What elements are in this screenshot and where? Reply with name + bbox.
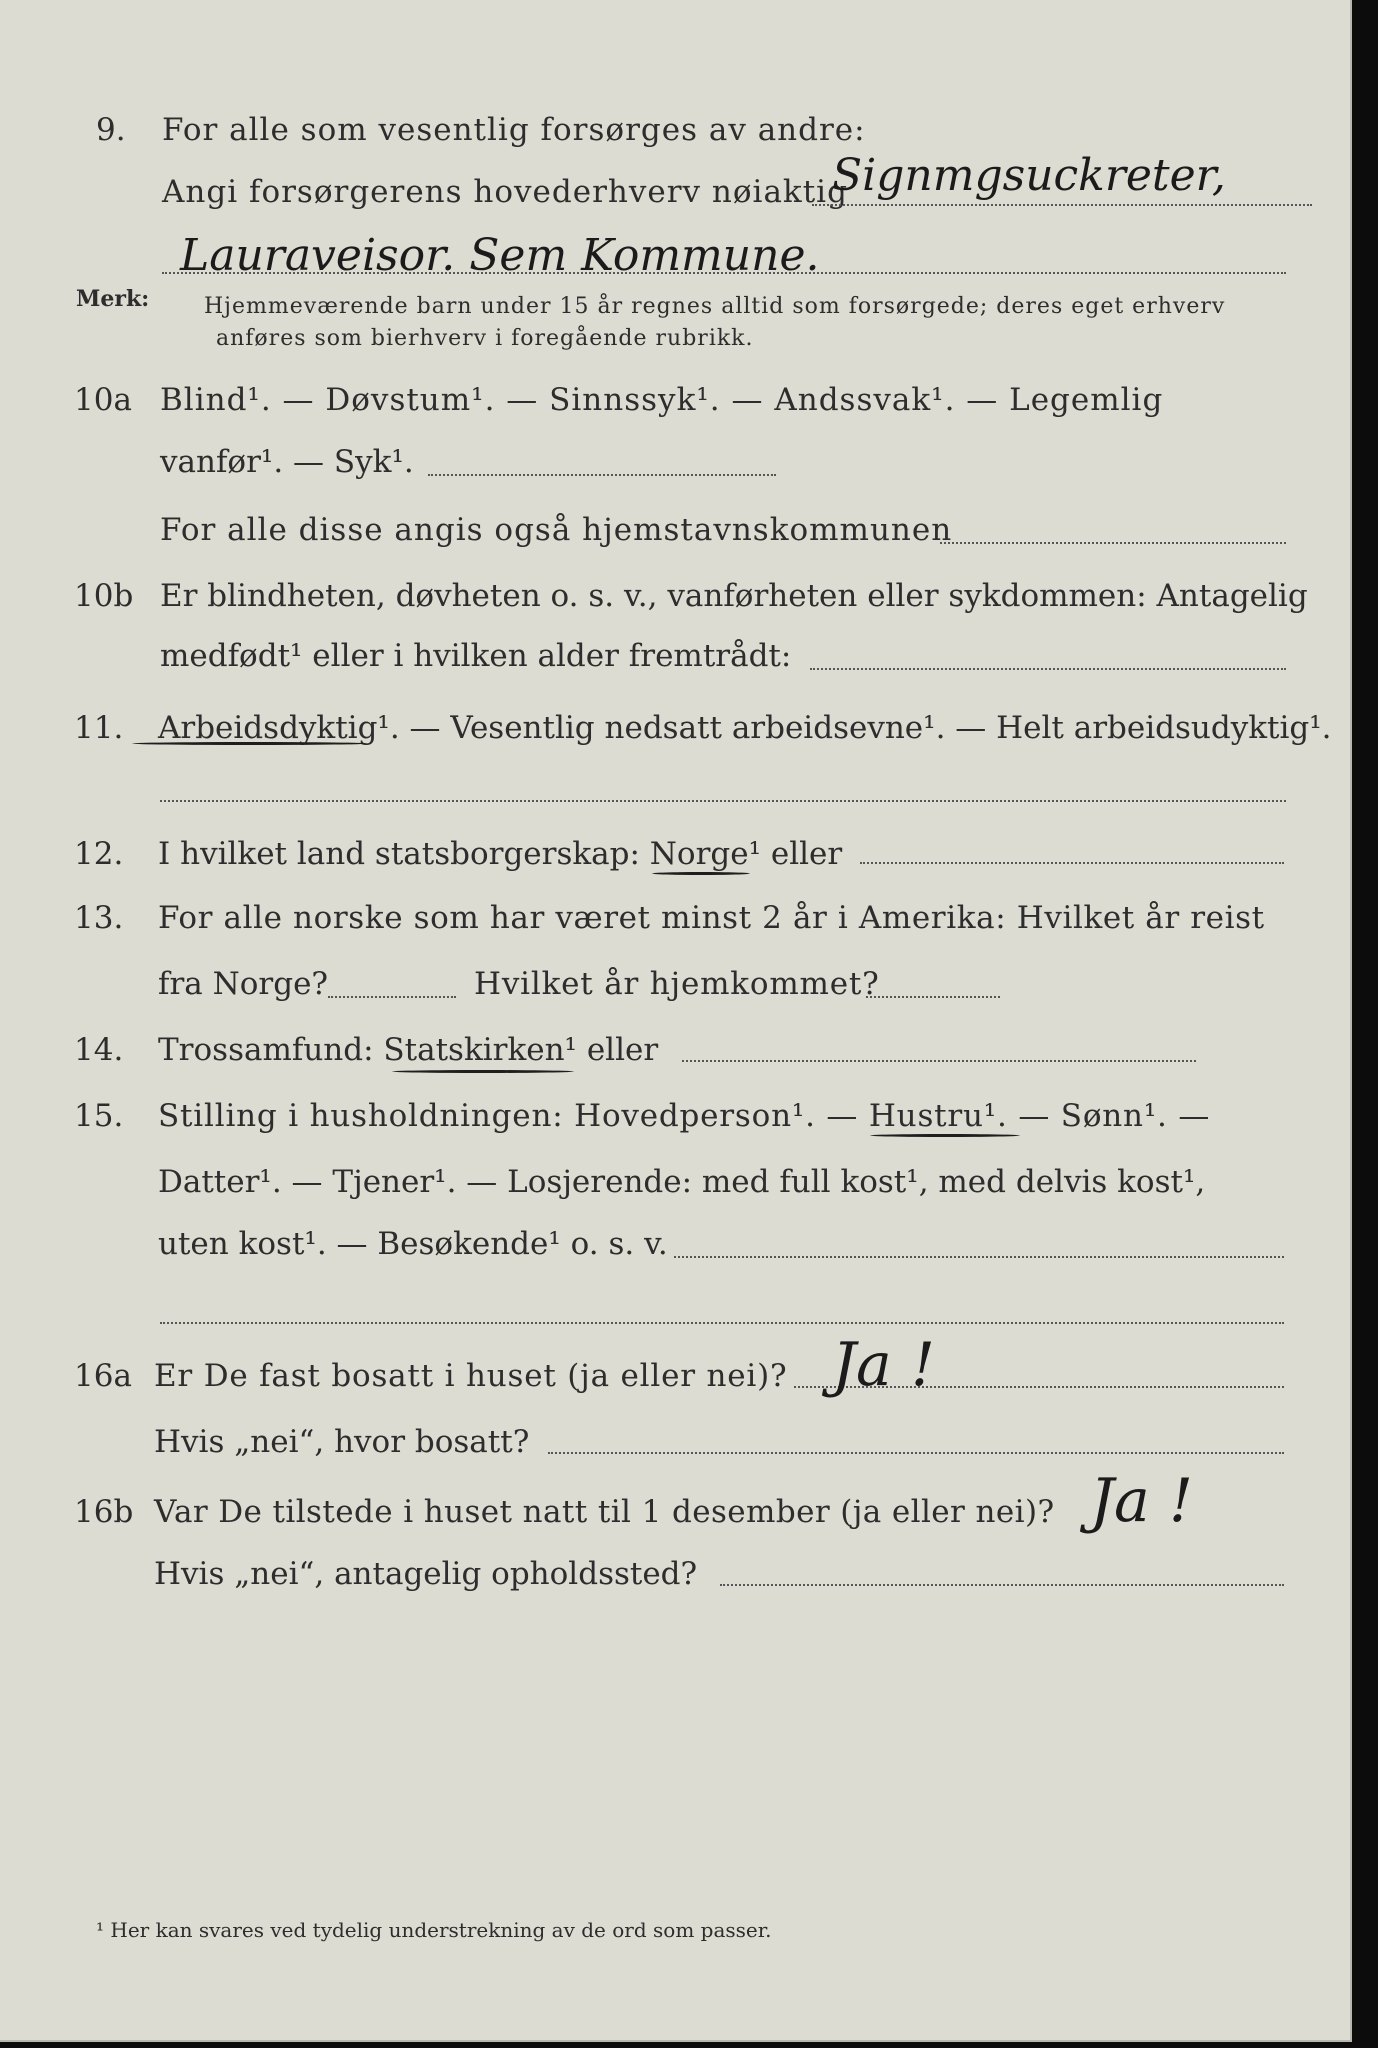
q12-number: 12. [74, 836, 124, 872]
q16a-line1: Er De fast bosatt i huset (ja eller nei)? [154, 1358, 788, 1394]
merk-line2: anføres som bierhverv i foregående rubrikk. [216, 326, 754, 351]
q9-handwritten-continuation: Lauraveisor. Sem Kommune. [180, 230, 820, 281]
q10b-line2: medfødt¹ eller i hvilken alder fremtrådt: [160, 638, 792, 674]
q10a-line1: Blind¹. — Døvstum¹. — Sinnssyk¹. — Andssvak¹. — Legemlig [160, 382, 1164, 418]
q12-handwritten-underline [652, 872, 750, 875]
q9-number: 9. [96, 112, 126, 148]
q16b-opholdssted-line [720, 1584, 1284, 1586]
q11-answer-line [160, 800, 1286, 802]
q13-line1: For alle norske som har været minst 2 år i Amerika: Hvilket år reist [158, 900, 1265, 936]
q12-line1: I hvilket land statsborgerskap: Norge¹ eller [158, 836, 843, 872]
q16b-handwritten-answer: Ja ! [1090, 1466, 1194, 1536]
q15-answer-line [674, 1256, 1284, 1258]
q13-line2b: Hvilket år hjemkommet? [474, 966, 880, 1002]
q15-line2: Datter¹. — Tjener¹. — Losjerende: med full kost¹, med delvis kost¹, [158, 1164, 1206, 1200]
q16a-line2: Hvis „nei“, hvor bosatt? [154, 1424, 530, 1460]
q16b-number: 16b [74, 1494, 134, 1530]
q15-line1: Stilling i husholdningen: Hovedperson¹. — Hustru¹. — Sønn¹. — [158, 1098, 1211, 1134]
q13-hjemkommet-line [866, 996, 1000, 998]
q15-answer-line-2 [160, 1322, 1284, 1324]
q9-answer-line-1 [812, 204, 1312, 206]
q16a-bosatt-line [548, 1452, 1284, 1454]
q10a-hjemstavn-line [940, 542, 1286, 544]
q9-handwritten-occupation: Signmgsuckreter, [832, 150, 1226, 201]
q9-line1: For alle som vesentlig forsørges av andre: [162, 112, 866, 148]
q12-answer-line [860, 862, 1284, 864]
q14-handwritten-underline [392, 1070, 574, 1073]
q14-line1: Trossamfund: Statskirken¹ eller [158, 1032, 659, 1068]
q13-line2a: fra Norge? [158, 966, 329, 1002]
q16b-line1: Var De tilstede i huset natt til 1 desember (ja eller nei)? [154, 1494, 1055, 1530]
q14-number: 14. [74, 1032, 124, 1068]
q16a-handwritten-answer: Ja ! [832, 1330, 936, 1400]
q10a-answer-line [428, 474, 776, 476]
q10a-line2: vanfør¹. — Syk¹. [160, 444, 414, 480]
q13-number: 13. [74, 900, 124, 936]
q9-answer-line-2 [162, 272, 1286, 274]
q15-handwritten-underline [870, 1134, 1020, 1137]
q11-number: 11. [74, 710, 124, 746]
merk-line1: Hjemmeværende barn under 15 år regnes alltid som forsørgede; deres eget erhverv [204, 294, 1226, 319]
q13-reist-line [328, 996, 456, 998]
q14-answer-line [682, 1060, 1196, 1062]
q10b-line1: Er blindheten, døvheten o. s. v., vanførheten eller sykdommen: Antagelig [160, 578, 1308, 614]
merk-label: Merk: [76, 286, 150, 312]
q10a-line3: For alle disse angis også hjemstavnskommunen [160, 512, 953, 548]
q10a-number: 10a [74, 382, 132, 418]
q10b-answer-line [810, 668, 1286, 670]
q15-number: 15. [74, 1098, 124, 1134]
q16a-number: 16a [74, 1358, 132, 1394]
q16b-line2: Hvis „nei“, antagelig opholdssted? [154, 1556, 698, 1592]
q15-line3: uten kost¹. — Besøkende¹ o. s. v. [158, 1226, 668, 1262]
footnote: ¹ Her kan svares ved tydelig understrekning av de ord som passer. [96, 1918, 772, 1942]
q11-handwritten-underline [132, 742, 368, 745]
q11-line1: Arbeidsdyktig¹. — Vesentlig nedsatt arbeidsevne¹. — Helt arbeidsudyktig¹. [158, 710, 1332, 746]
q9-line2: Angi forsørgerens hovederhverv nøiaktig [162, 174, 848, 210]
q10b-number: 10b [74, 578, 134, 614]
